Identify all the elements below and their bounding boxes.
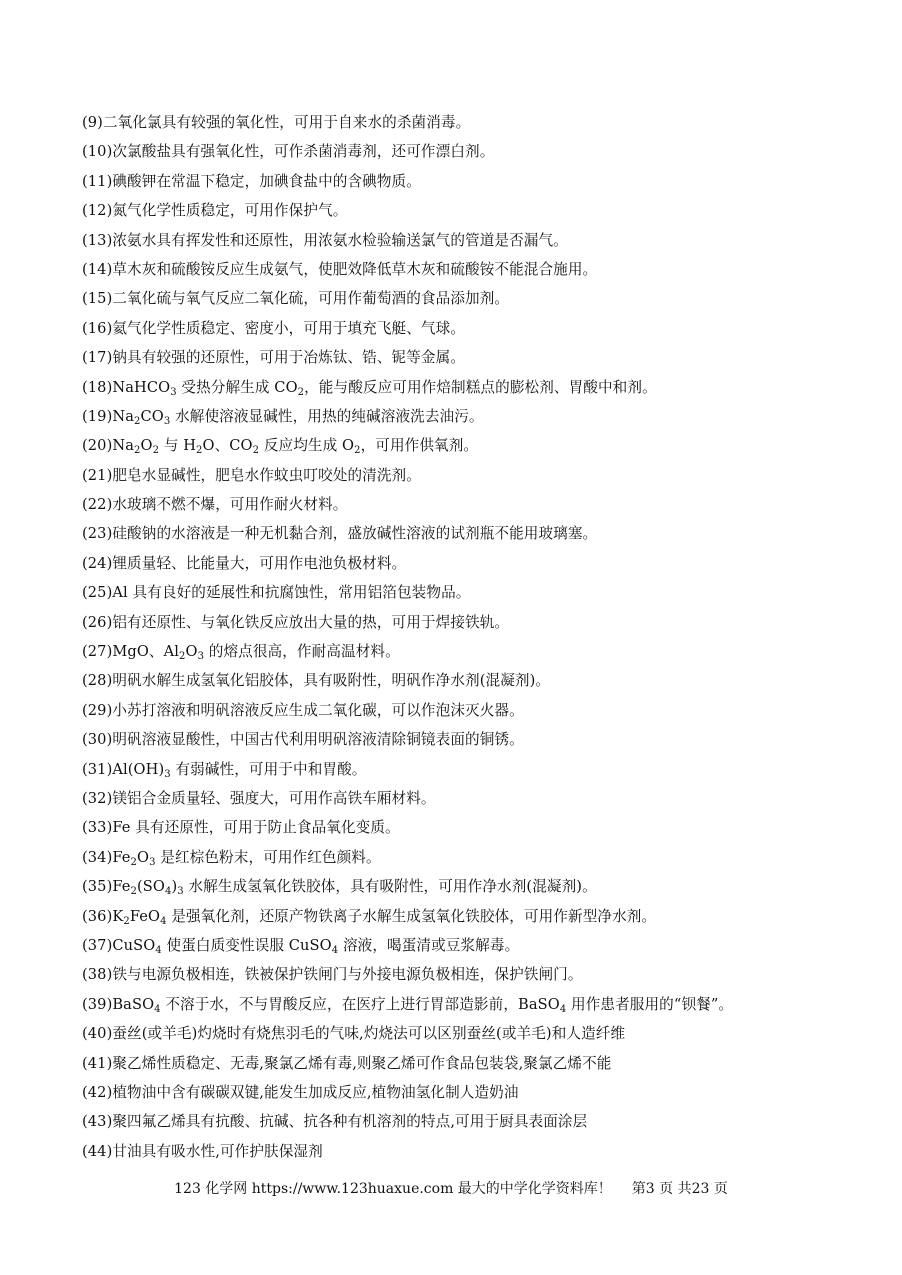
line-text: 水解使溶液显碱性，用热的纯碱溶液洗去油污。 — [170, 407, 484, 425]
line-text: 的熔点很高，作耐高温材料。 — [204, 643, 400, 661]
list-item — [82, 314, 842, 343]
line-text: (21)肥皂水显碱性，肥皂水作蚊虫叮咬处的清洗剂。 — [82, 466, 421, 484]
list-item — [82, 461, 842, 490]
line-text: 是红棕色粉末，可用作红色颜料。 — [155, 848, 381, 866]
subscript: 4 — [164, 886, 172, 898]
line-text: 溶液，喝蛋清或豆浆解毒。 — [338, 936, 520, 954]
subscript: 2 — [354, 445, 361, 457]
list-item — [82, 784, 842, 813]
subscript: 4 — [160, 915, 167, 927]
line-text: O — [140, 437, 153, 455]
line-text: (33)Fe 具有还原性，可用于防止食品氧化变质。 — [82, 819, 400, 837]
line-text: 是强氧化剂，还原产物铁离子水解生成氢氧化铁胶体，可用作新型净水剂。 — [166, 907, 657, 925]
line-text: (28)明矾水解生成氢氧化铝胶体，具有吸附性，明矾作净水剂(混凝剂)。 — [82, 672, 551, 690]
line-text: (25)Al 具有良好的延展性和抗腐蚀性，常用铝箔包装物品。 — [82, 584, 471, 602]
line-text: (35)Fe — [82, 878, 131, 896]
line-text: (11)碘酸钾在常温下稳定，加碘食盐中的含碘物质。 — [82, 172, 421, 190]
line-text: (23)硅酸钠的水溶液是一种无机黏合剂，盛放碱性溶液的试剂瓶不能用玻璃塞。 — [82, 525, 598, 543]
line-text: 反应均生成 O — [259, 437, 355, 455]
list-item — [82, 872, 842, 901]
subscript: 4 — [155, 944, 162, 956]
line-text: 受热分解生成 CO — [176, 378, 298, 396]
list-item — [82, 402, 842, 431]
subscript: 4 — [331, 944, 339, 956]
subscript: 2 — [130, 886, 137, 898]
line-text: 水解生成氢氧化铁胶体，具有吸附性，可用作净水剂(混凝剂)。 — [183, 878, 597, 896]
list-item — [82, 813, 842, 842]
line-text: (20)Na — [82, 437, 135, 455]
line-text: (12)氮气化学性质稳定，可用作保护气。 — [82, 202, 348, 220]
subscript: 2 — [134, 445, 141, 457]
subscript: 3 — [164, 768, 171, 780]
list-item — [82, 990, 842, 1019]
line-text: (15)二氧化硫与氧气反应二氧化硫，可用作葡萄酒的食品添加剂。 — [82, 290, 510, 308]
page-footer — [0, 1178, 902, 1198]
document-body — [82, 108, 842, 1166]
line-text: FeO — [129, 907, 161, 925]
list-item — [82, 1107, 842, 1136]
line-text: O — [137, 848, 150, 866]
line-text: (39)BaSO — [82, 995, 155, 1013]
list-item — [82, 608, 842, 637]
subscript: 3 — [177, 886, 184, 898]
line-text: (36)K — [82, 907, 124, 925]
line-text: O、CO — [202, 437, 253, 455]
list-item — [82, 137, 842, 166]
list-item — [82, 637, 842, 666]
list-item — [82, 226, 842, 255]
list-item — [82, 960, 842, 989]
list-item — [82, 343, 842, 372]
line-text: (40)蚕丝(或羊毛)灼烧时有烧焦羽毛的气味,灼烧法可以区别蚕丝(或羊毛)和人造纤维 — [82, 1025, 626, 1043]
line-text: (17)钠具有较强的还原性，可用于冶炼钛、锆、铌等金属。 — [82, 349, 466, 367]
line-text: (29)小苏打溶液和明矾溶液反应生成二氧化碳，可以作泡沫灭火器。 — [82, 701, 524, 719]
footer-page-number: 第3 页 共23 页 — [631, 1181, 728, 1197]
list-item — [82, 196, 842, 225]
list-item — [82, 725, 842, 754]
line-text: (16)氦气化学性质稳定、密度小，可用于填充飞艇、气球。 — [82, 319, 466, 337]
list-item — [82, 578, 842, 607]
list-item — [82, 284, 842, 313]
line-text: (43)聚四氟乙烯具有抗酸、抗碱、抗各种有机溶剂的特点,可用于厨具表面涂层 — [82, 1113, 588, 1131]
list-item — [82, 931, 842, 960]
list-item — [82, 755, 842, 784]
list-item — [82, 1137, 842, 1166]
line-text: (SO — [137, 878, 165, 896]
line-text: (31)Al(OH) — [82, 760, 165, 778]
line-text: ，可用作供氧剂。 — [360, 437, 479, 455]
line-text: (37)CuSO — [82, 936, 156, 954]
subscript: 2 — [130, 856, 137, 868]
subscript: 4 — [154, 1003, 161, 1015]
line-text: (41)聚乙烯性质稳定、无毒,聚氯乙烯有毒,则聚乙烯可作食品包装袋,聚氯乙烯不能 — [82, 1054, 612, 1072]
line-text: (30)明矾溶液显酸性，中国古代利用明矾溶液清除铜镜表面的铜锈。 — [82, 731, 524, 749]
line-text: (44)甘油具有吸水性,可作护肤保湿剂 — [82, 1142, 323, 1160]
subscript: 2 — [152, 445, 160, 457]
list-item — [82, 108, 842, 137]
line-text: 使蛋白质变性误服 CuSO — [161, 936, 332, 954]
footer-site-text: 123 化学网 https://www.123huaxue.com 最大的中学化学资料库！ — [174, 1181, 612, 1197]
list-item — [82, 431, 842, 460]
line-text: (19)Na — [82, 407, 135, 425]
subscript: 2 — [196, 445, 203, 457]
subscript: 3 — [163, 415, 171, 427]
line-text: (32)镁铝合金质量轻、强度大，可用作高铁车厢材料。 — [82, 789, 436, 807]
list-item — [82, 843, 842, 872]
line-text: (10)次氯酸盐具有强氧化性，可作杀菌消毒剂，还可作漂白剂。 — [82, 143, 495, 161]
line-text: (18)NaHCO — [82, 378, 171, 396]
subscript: 2 — [297, 386, 305, 398]
line-text: CO — [140, 407, 164, 425]
subscript: 2 — [252, 445, 260, 457]
line-text: (34)Fe — [82, 848, 131, 866]
line-text: ) — [171, 878, 178, 896]
subscript: 2 — [179, 651, 186, 663]
line-text: O — [185, 643, 198, 661]
line-text: (27)MgO、Al — [82, 643, 180, 661]
list-item — [82, 696, 842, 725]
list-item — [82, 1078, 842, 1107]
list-item — [82, 1019, 842, 1048]
subscript: 2 — [134, 415, 141, 427]
line-text: (13)浓氨水具有挥发性和还原性，用浓氨水检验输送氯气的管道是否漏气。 — [82, 231, 568, 249]
list-item — [82, 549, 842, 578]
list-item — [82, 373, 842, 402]
list-item — [82, 255, 842, 284]
line-text: (14)草木灰和硫酸铵反应生成氨气，使肥效降低草木灰和硫酸铵不能混合施用。 — [82, 260, 598, 278]
subscript: 3 — [170, 386, 177, 398]
subscript: 2 — [123, 915, 130, 927]
list-item — [82, 1049, 842, 1078]
line-text: (42)植物油中含有碳碳双键,能发生加成反应,植物油氢化制人造奶油 — [82, 1083, 519, 1101]
list-item — [82, 519, 842, 548]
list-item — [82, 902, 842, 931]
line-text: ，能与酸反应可用作焙制糕点的膨松剂、胃酸中和剂。 — [304, 378, 657, 396]
list-item — [82, 490, 842, 519]
subscript: 4 — [559, 1003, 567, 1015]
line-text: (38)铁与电源负极相连，铁被保护铁闸门与外接电源负极相连，保护铁闸门。 — [82, 966, 583, 984]
line-text: 不溶于水，不与胃酸反应，在医疗上进行胃部造影前，BaSO — [160, 995, 560, 1013]
subscript: 3 — [149, 856, 156, 868]
line-text: (9)二氧化氯具有较强的氧化性，可用于自来水的杀菌消毒。 — [82, 114, 471, 131]
line-text: (24)锂质量轻、比能量大，可用作电池负极材料。 — [82, 554, 407, 572]
line-text: (22)水玻璃不燃不爆，可用作耐火材料。 — [82, 496, 348, 514]
line-text: 与 H — [159, 437, 197, 455]
line-text: (26)铝有还原性、与氧化铁反应放出大量的热，可用于焊接铁轨。 — [82, 613, 510, 631]
list-item — [82, 666, 842, 695]
list-item — [82, 167, 842, 196]
subscript: 3 — [197, 651, 205, 663]
line-text: 有弱碱性，可用于中和胃酸。 — [170, 760, 367, 778]
line-text: 用作患者服用的“钡餐”。 — [566, 995, 734, 1013]
